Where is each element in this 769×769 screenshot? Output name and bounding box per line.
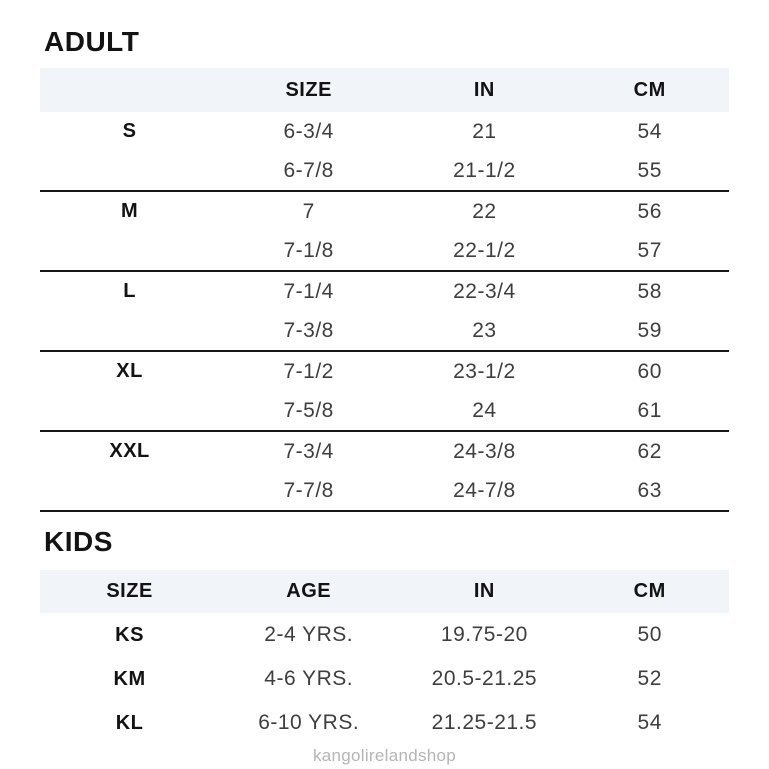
inches-value: 22-3/4 bbox=[453, 279, 516, 303]
age-value: 4-6 YRS. bbox=[264, 667, 354, 690]
kids-header-age: AGE bbox=[286, 580, 332, 602]
table-row bbox=[40, 272, 729, 311]
cm-value: 57 bbox=[637, 238, 662, 262]
kids-header-in: IN bbox=[473, 580, 495, 602]
size-label: XXL bbox=[109, 440, 150, 462]
cm-value: 56 bbox=[637, 199, 662, 223]
table-row bbox=[40, 112, 729, 151]
adult-size-group-s bbox=[40, 112, 729, 192]
hat-size-value: 7-3/8 bbox=[283, 318, 334, 342]
kids-header-size: SIZE bbox=[106, 580, 153, 602]
hat-size-value: 7-7/8 bbox=[283, 478, 334, 502]
adult-header-size: SIZE bbox=[285, 78, 332, 101]
hat-size-value: 6-3/4 bbox=[283, 119, 334, 143]
cm-value: 54 bbox=[637, 711, 662, 734]
shop-watermark: kangolirelandshop bbox=[312, 746, 457, 765]
adult-header-cm: CM bbox=[633, 78, 666, 101]
adult-section-heading: ADULT bbox=[44, 26, 140, 57]
hat-size-value: 7-1/8 bbox=[283, 238, 334, 262]
cm-value: 59 bbox=[637, 318, 662, 342]
age-value: 2-4 YRS. bbox=[264, 623, 354, 646]
adult-size-group-m bbox=[40, 192, 729, 272]
adult-size-group-l bbox=[40, 272, 729, 352]
cm-value: 60 bbox=[637, 359, 662, 383]
hat-size-value: 7-3/4 bbox=[283, 439, 334, 463]
cm-value: 62 bbox=[637, 439, 662, 463]
kids-header-cm: CM bbox=[633, 580, 666, 602]
kids-section-heading: KIDS bbox=[44, 526, 113, 557]
inches-value: 23-1/2 bbox=[453, 359, 516, 383]
cm-value: 55 bbox=[637, 158, 662, 182]
size-label: KL bbox=[115, 711, 144, 734]
inches-value: 19.75-20 bbox=[440, 623, 528, 646]
table-row bbox=[40, 192, 729, 231]
table-row bbox=[40, 352, 729, 391]
inches-value: 22-1/2 bbox=[453, 238, 516, 262]
adult-size-group-xl bbox=[40, 352, 729, 432]
inches-value: 21-1/2 bbox=[453, 158, 516, 182]
inches-value: 23 bbox=[472, 318, 497, 342]
kids-size-table bbox=[40, 570, 729, 745]
inches-value: 21 bbox=[472, 119, 497, 143]
inches-value: 22 bbox=[472, 199, 497, 223]
hat-size-value: 7 bbox=[302, 199, 315, 223]
adult-size-group-xxl bbox=[40, 432, 729, 512]
table-row bbox=[40, 151, 729, 190]
size-label: KS bbox=[115, 623, 144, 646]
adult-size-table bbox=[40, 68, 729, 512]
cm-value: 61 bbox=[637, 398, 662, 422]
cm-value: 50 bbox=[637, 623, 662, 646]
table-row bbox=[40, 391, 729, 430]
size-label: S bbox=[122, 120, 137, 142]
table-row bbox=[40, 432, 729, 471]
age-value: 6-10 YRS. bbox=[258, 711, 360, 734]
inches-value: 24 bbox=[472, 398, 497, 422]
inches-value: 21.25-21.5 bbox=[431, 711, 538, 734]
table-row bbox=[40, 231, 729, 270]
table-row bbox=[40, 657, 729, 701]
inches-value: 24-3/8 bbox=[453, 439, 516, 463]
kids-table-header-row bbox=[40, 570, 729, 613]
table-row bbox=[40, 701, 729, 745]
cm-value: 54 bbox=[637, 119, 662, 143]
table-row bbox=[40, 613, 729, 657]
inches-value: 20.5-21.25 bbox=[431, 667, 538, 690]
adult-header-in: IN bbox=[473, 78, 495, 101]
table-row bbox=[40, 471, 729, 510]
cm-value: 58 bbox=[637, 279, 662, 303]
cm-value: 63 bbox=[637, 478, 662, 502]
size-label: XL bbox=[116, 360, 143, 382]
hat-size-value: 7-5/8 bbox=[283, 398, 334, 422]
size-label: M bbox=[120, 200, 139, 222]
hat-size-value: 7-1/2 bbox=[283, 359, 334, 383]
hat-size-value: 6-7/8 bbox=[283, 158, 334, 182]
table-row bbox=[40, 311, 729, 350]
hat-size-value: 7-1/4 bbox=[283, 279, 334, 303]
size-label: KM bbox=[113, 667, 146, 690]
cm-value: 52 bbox=[637, 667, 662, 690]
size-label: L bbox=[123, 280, 136, 302]
inches-value: 24-7/8 bbox=[453, 478, 516, 502]
adult-table-header-row bbox=[40, 68, 729, 112]
